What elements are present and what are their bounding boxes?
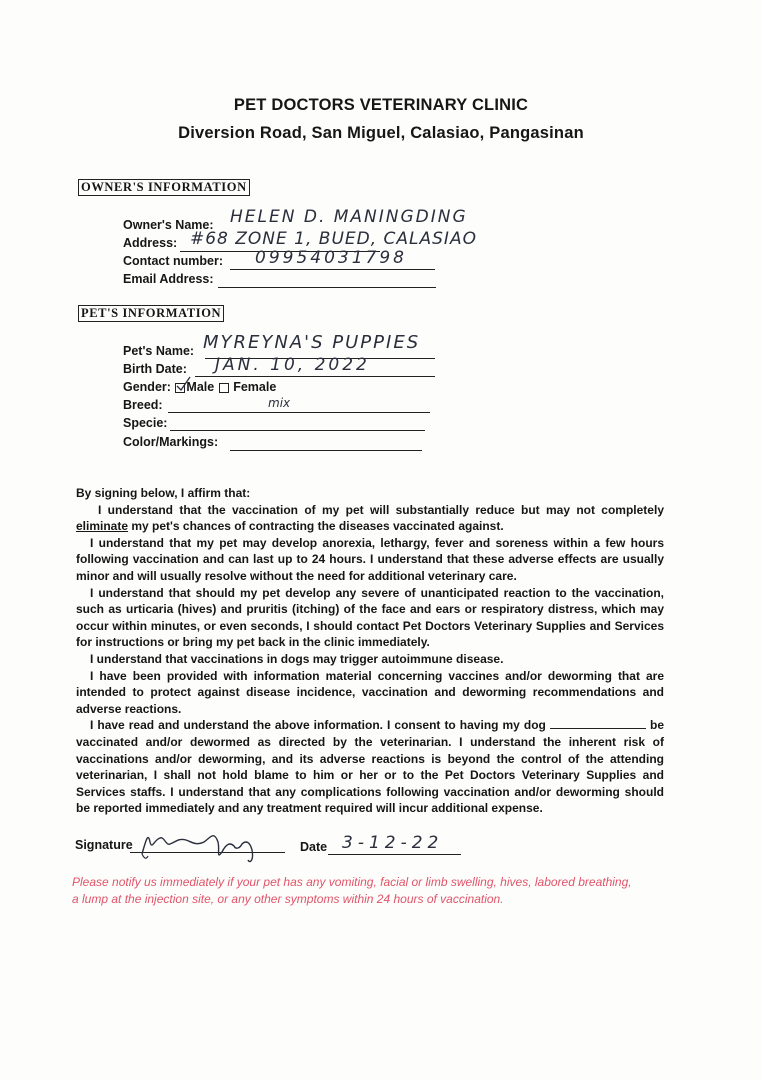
specie-field-line[interactable]	[170, 430, 425, 431]
vaccination-notice: Please notify us immediately if your pet has any vomiting, facial or limb swelling, hives, labored breathing, a lump at the injection site, or any other symptoms within 24 hours of vaccination.	[72, 875, 632, 906]
gender-row	[123, 380, 276, 394]
gender-male-checkbox[interactable]	[175, 383, 185, 393]
eliminate-underlined: eliminate	[76, 519, 129, 534]
date-label: Date	[300, 840, 328, 854]
pet-name-value[interactable]: MYREYNA'S PUPPIES	[203, 332, 421, 353]
consent-text	[76, 485, 664, 817]
contact-value[interactable]: 09954031798	[255, 248, 407, 268]
dog-name-blank[interactable]	[550, 718, 646, 729]
contact-label: Contact number:	[123, 254, 223, 268]
signature-label: Signature	[75, 838, 133, 852]
address-label: Address:	[123, 236, 178, 250]
birth-date-value[interactable]: JAN. 10, 2022	[215, 355, 370, 375]
consent-intro: By signing below, I affirm that:	[76, 486, 251, 500]
email-field-line[interactable]	[218, 287, 436, 288]
specie-label: Specie:	[123, 416, 168, 430]
birth-date-label: Birth Date:	[123, 362, 187, 376]
color-markings-label: Color/Markings:	[123, 435, 219, 449]
check-mark-icon	[176, 376, 192, 392]
gender-label: Gender:	[123, 380, 171, 394]
pet-section-heading: PET'S INFORMATION	[78, 305, 224, 322]
birth-date-field-line	[195, 376, 435, 377]
consent-paragraph-5: I have been provided with information material concerning vaccines and/or deworming that are intended to protect against disease incidence, vaccination and deworming recommendations and adverse reactions.	[76, 668, 664, 716]
consent-paragraph-3: I understand that should my pet develop any severe of unanticipated reaction to the vaccination, such as urticaria (hives) and pruritis (itching) of the face and ears or respiratory distress, which may occur within minutes, or even seconds, I should contact Pet Doctors Veterinary Supplies and Services for instructions or bring my pet back in the clinic immediately.	[76, 585, 664, 650]
clinic-address: Diversion Road, San Miguel, Calasiao, Pangasinan	[178, 124, 584, 142]
consent-paragraph-1: I understand that the vaccination of my pet will substantially reduce but may not completely eliminate my pet's chances of contracting the diseases vaccinated against.	[76, 502, 664, 534]
owner-section-heading: OWNER'S INFORMATION	[78, 179, 250, 196]
date-value[interactable]: 3-12-22	[342, 833, 444, 853]
date-field-line	[328, 854, 461, 855]
consent-paragraph-4: I understand that vaccinations in dogs may trigger autoimmune disease.	[90, 651, 504, 666]
gender-female-checkbox[interactable]	[219, 383, 229, 393]
pet-name-label: Pet's Name:	[123, 344, 195, 358]
consent-paragraph-2: I understand that my pet may develop anorexia, lethargy, fever and soreness within a few hours following vaccination and can last up to 24 hours. I understand that these adverse effects are usually minor and will usually resolve without the need for additional veterinary care.	[76, 535, 664, 583]
owner-name-label: Owner's Name:	[123, 218, 214, 232]
color-markings-field-line[interactable]	[230, 450, 422, 451]
address-value[interactable]: #68 ZONE 1, BUED, CALASIAO	[190, 229, 477, 249]
gender-male-label: Male	[186, 380, 215, 394]
email-label: Email Address:	[123, 272, 214, 286]
consent-paragraph-6: I have read and understand the above information. I consent to having my dog be vaccinated and/or dewormed as directed by the veterinarian. I understand the inherent risk of vaccinations and/or deworming, and its adverse reactions is beyond the control of the attending veterinarian, I shall not hold blame to him or her or to the Pet Doctors Veterinary Supplies and Services staffs. I understand that any complications following vaccination and/or deworming should be reported immediately and any treatment required will incur additional expense.	[76, 718, 664, 816]
contact-field-line	[230, 269, 435, 270]
breed-field-line	[168, 412, 430, 413]
handwritten-signature[interactable]	[130, 820, 290, 866]
owner-name-value[interactable]: HELEN D. MANINGDING	[230, 207, 468, 227]
breed-value[interactable]: mix	[268, 396, 291, 410]
breed-label: Breed:	[123, 398, 163, 412]
clinic-name: PET DOCTORS VETERINARY CLINIC	[233, 96, 529, 114]
gender-female-label: Female	[233, 380, 277, 394]
